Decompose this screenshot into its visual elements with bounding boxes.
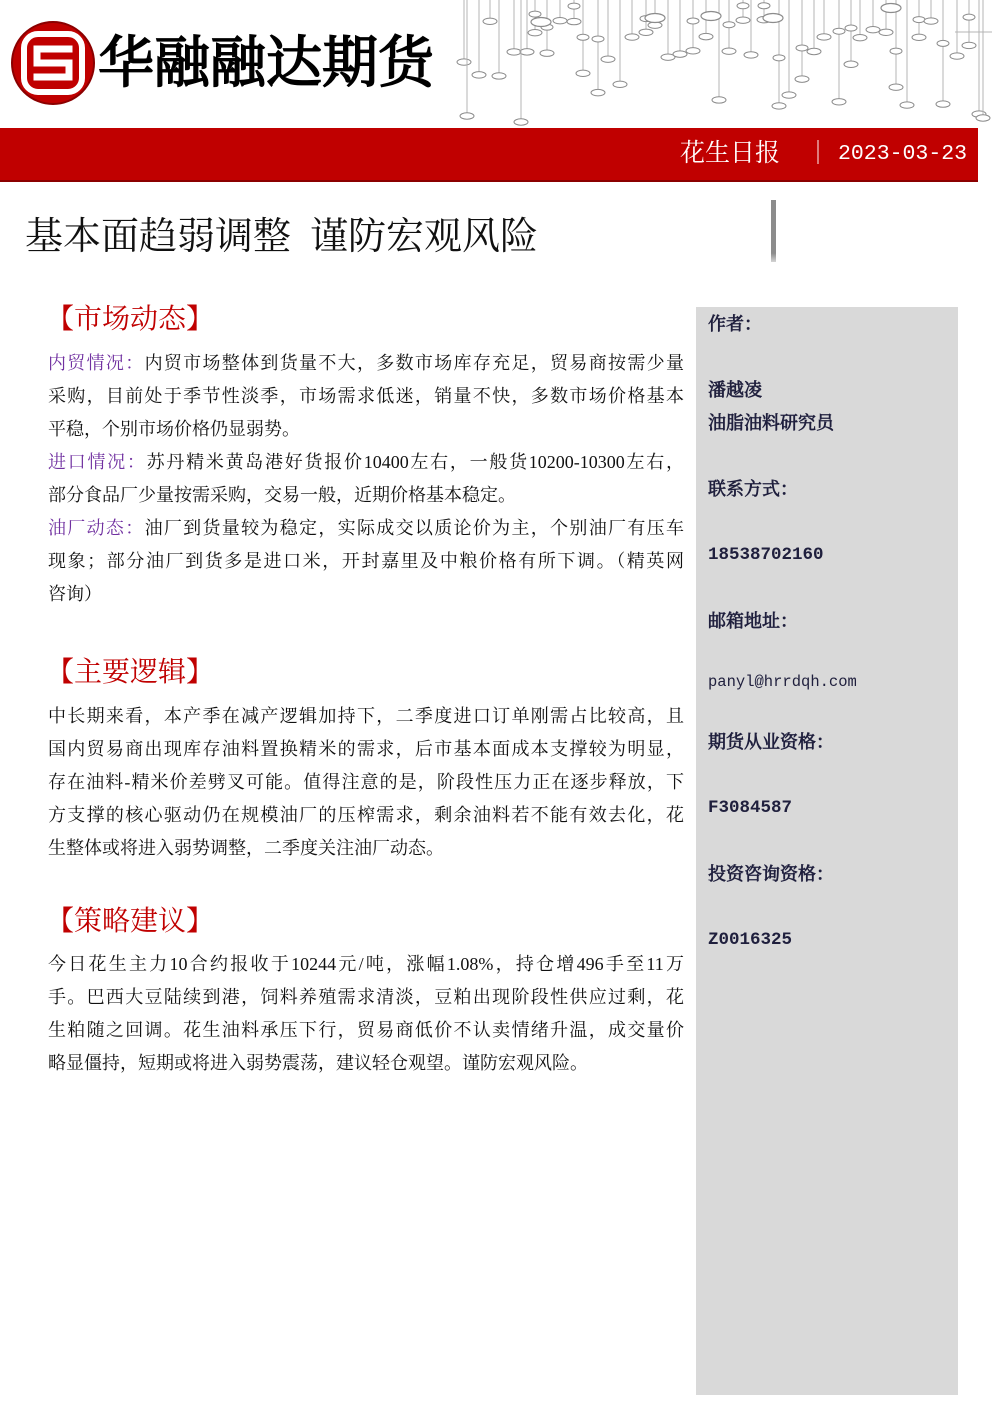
pattern-circle — [889, 84, 903, 90]
pattern-circle — [529, 11, 541, 17]
pattern-circle — [853, 34, 867, 40]
paragraph-line: 生粕随之回调。花生油料承压下行，贸易商低价不认卖情绪升温，成交量价 — [48, 1019, 684, 1040]
pattern-circle — [568, 3, 580, 9]
line-text: 采购，目前处于季节性淡季，市场需求低迷，销量不快，多数市场价格基本 — [48, 385, 684, 406]
pattern-circle — [795, 76, 809, 82]
paragraph-line: 国内贸易商出现库存油料置换精米的需求，后市基本面成本支撑较为明显， — [48, 738, 684, 759]
contact-label: 联系方式： — [708, 478, 798, 499]
line-text: 咨询） — [48, 583, 102, 604]
pattern-circle — [950, 53, 964, 59]
report-name: 花生日报 — [680, 140, 781, 167]
banner-separator: ｜ — [806, 141, 830, 167]
pattern-circle — [722, 48, 736, 54]
line-text: 现象；部分油厂到货多是进口米，开封嘉里及中粮价格有所下调。（精英网 — [48, 550, 684, 571]
line-text: 部分食品厂少量按需采购，交易一般，近期价格基本稳定。 — [48, 484, 516, 505]
pattern-circle — [736, 17, 750, 23]
report-date: 2023-03-23 — [838, 142, 968, 166]
logic-section-body — [48, 700, 684, 865]
futures-qualification-number: F3084587 — [708, 797, 793, 818]
pattern-circle — [807, 48, 821, 54]
section-title-strategy: 【策略建议】 — [46, 906, 215, 937]
pattern-circle — [833, 28, 845, 34]
pattern-circle — [737, 3, 749, 9]
pattern-circle — [976, 115, 990, 121]
pattern-circle — [553, 17, 567, 23]
pattern-circle — [567, 18, 581, 24]
paragraph-line — [48, 413, 684, 446]
pattern-circle — [457, 59, 471, 65]
pattern-circle — [832, 99, 846, 105]
pattern-circle — [900, 102, 914, 108]
paragraph-line: 生整体或将进入弱势调整，二季度关注油厂动态。 — [48, 837, 444, 858]
author-sidebar — [696, 307, 958, 1395]
paragraph-line: 方支撑的核心驱动仍在规模油厂的压榨需求，剩余油料若不能有效去化，花 — [48, 804, 684, 825]
pattern-circle — [492, 73, 506, 79]
pattern-circle — [936, 101, 950, 107]
paragraph-line: 略显僵持，短期或将进入弱势震荡，建议轻仓观望。谨防宏观风险。 — [48, 1052, 588, 1073]
paragraph-line: 手。巴西大豆陆续到港，饲料养殖需求清淡，豆粕出现阶段性供应过剩，花 — [48, 986, 684, 1007]
market-section-body — [48, 347, 684, 611]
report-headline: 基本面趋弱调整 谨防宏观风险 — [25, 216, 539, 258]
section-title-logic: 【主要逻辑】 — [46, 657, 215, 688]
pattern-circle — [483, 18, 497, 24]
pattern-circle — [601, 56, 615, 62]
pattern-circle — [962, 42, 976, 48]
paragraph-line — [48, 545, 684, 578]
pattern-circle — [460, 113, 474, 119]
report-banner — [0, 128, 978, 182]
pattern-circle — [881, 4, 901, 13]
pattern-circle — [763, 14, 783, 23]
email-address: panyl@hrrdqh.com — [708, 672, 857, 691]
domestic-trade-label: 内贸情况： — [48, 352, 145, 373]
pattern-circle — [890, 48, 902, 54]
pattern-circle — [912, 34, 926, 40]
headline-accent-bar — [771, 200, 776, 262]
pattern-circle — [639, 29, 653, 35]
import-label: 进口情况： — [48, 451, 147, 472]
pattern-circle — [796, 45, 808, 51]
advisory-qualification-label: 投资咨询资格： — [708, 863, 834, 884]
pattern-circle — [673, 51, 687, 57]
strategy-section-body — [48, 948, 684, 1080]
pattern-circle — [687, 18, 699, 24]
author-name: 潘越凌 — [708, 379, 762, 400]
pattern-circle — [701, 12, 721, 21]
pattern-circle — [712, 97, 726, 103]
pattern-circle — [576, 70, 590, 76]
pattern-circle — [645, 14, 665, 23]
pattern-circle — [613, 81, 627, 87]
paragraph-line — [48, 479, 684, 512]
pattern-circle — [531, 18, 551, 27]
pattern-circle — [913, 17, 925, 23]
line-text: 油厂到货量较为稳定，实际成交以质论价为主，个别油厂有压车 — [144, 517, 684, 538]
section-title-market: 【市场动态】 — [46, 304, 215, 335]
pattern-circle — [879, 29, 893, 35]
pattern-circle — [591, 89, 605, 95]
pattern-circle — [866, 26, 880, 32]
pattern-circle — [963, 14, 975, 20]
paragraph-line — [48, 512, 684, 545]
pattern-circle — [540, 50, 554, 56]
pattern-circle — [528, 29, 542, 35]
pattern-circle — [782, 92, 796, 98]
pattern-circle — [817, 34, 831, 40]
paragraph-line: 今日花生主力10合约报收于10244元/吨，涨幅1.08%，持仓增496手至11万 — [48, 953, 684, 974]
company-name: 华融融达期货 — [98, 31, 434, 94]
pattern-circle — [937, 40, 949, 46]
advisory-qualification-number: Z0016325 — [708, 929, 793, 950]
paragraph-line — [48, 347, 684, 380]
phone-number: 18538702160 — [708, 544, 824, 565]
line-text: 平稳，个别市场价格仍显弱势。 — [48, 418, 300, 439]
pattern-circle — [758, 3, 770, 9]
paragraph-line — [48, 446, 684, 479]
decorative-line-pattern — [455, 0, 992, 128]
oil-mill-label: 油厂动态： — [48, 517, 145, 538]
pattern-circle — [844, 61, 858, 67]
email-label: 邮箱地址： — [708, 610, 798, 631]
pattern-circle — [723, 22, 735, 28]
pattern-circle — [514, 119, 528, 125]
pattern-circle — [744, 52, 758, 58]
author-label: 作者： — [708, 313, 762, 334]
pattern-circle — [507, 49, 521, 55]
pattern-circle — [577, 34, 589, 40]
pattern-circle — [625, 34, 639, 40]
pattern-circle — [845, 25, 857, 31]
pattern-circle — [592, 36, 604, 42]
pattern-circle — [924, 18, 938, 24]
pattern-circle — [472, 72, 486, 78]
line-text: 内贸市场整体到货量不大，多数市场库存充足，贸易商按需少量 — [144, 352, 684, 373]
pattern-circle — [699, 33, 713, 39]
paragraph-line — [48, 380, 684, 413]
futures-qualification-label: 期货从业资格： — [708, 731, 834, 752]
brand-logo-icon — [9, 19, 97, 107]
pattern-circle — [520, 49, 534, 55]
pattern-circle — [686, 48, 700, 54]
paragraph-line: 中长期来看，本产季在减产逻辑加持下，二季度进口订单刚需占比较高，且 — [48, 705, 684, 726]
line-text: 苏丹精米黄岛港好货报价10400左右，一般货10200-10300左右， — [146, 451, 684, 472]
pattern-circle — [772, 103, 786, 109]
paragraph-line: 存在油料-精米价差劈叉可能。值得注意的是，阶段性压力正在逐步释放，下 — [48, 771, 684, 792]
paragraph-line — [48, 578, 684, 611]
pattern-circle — [773, 55, 785, 61]
author-title: 油脂油料研究员 — [708, 412, 834, 433]
